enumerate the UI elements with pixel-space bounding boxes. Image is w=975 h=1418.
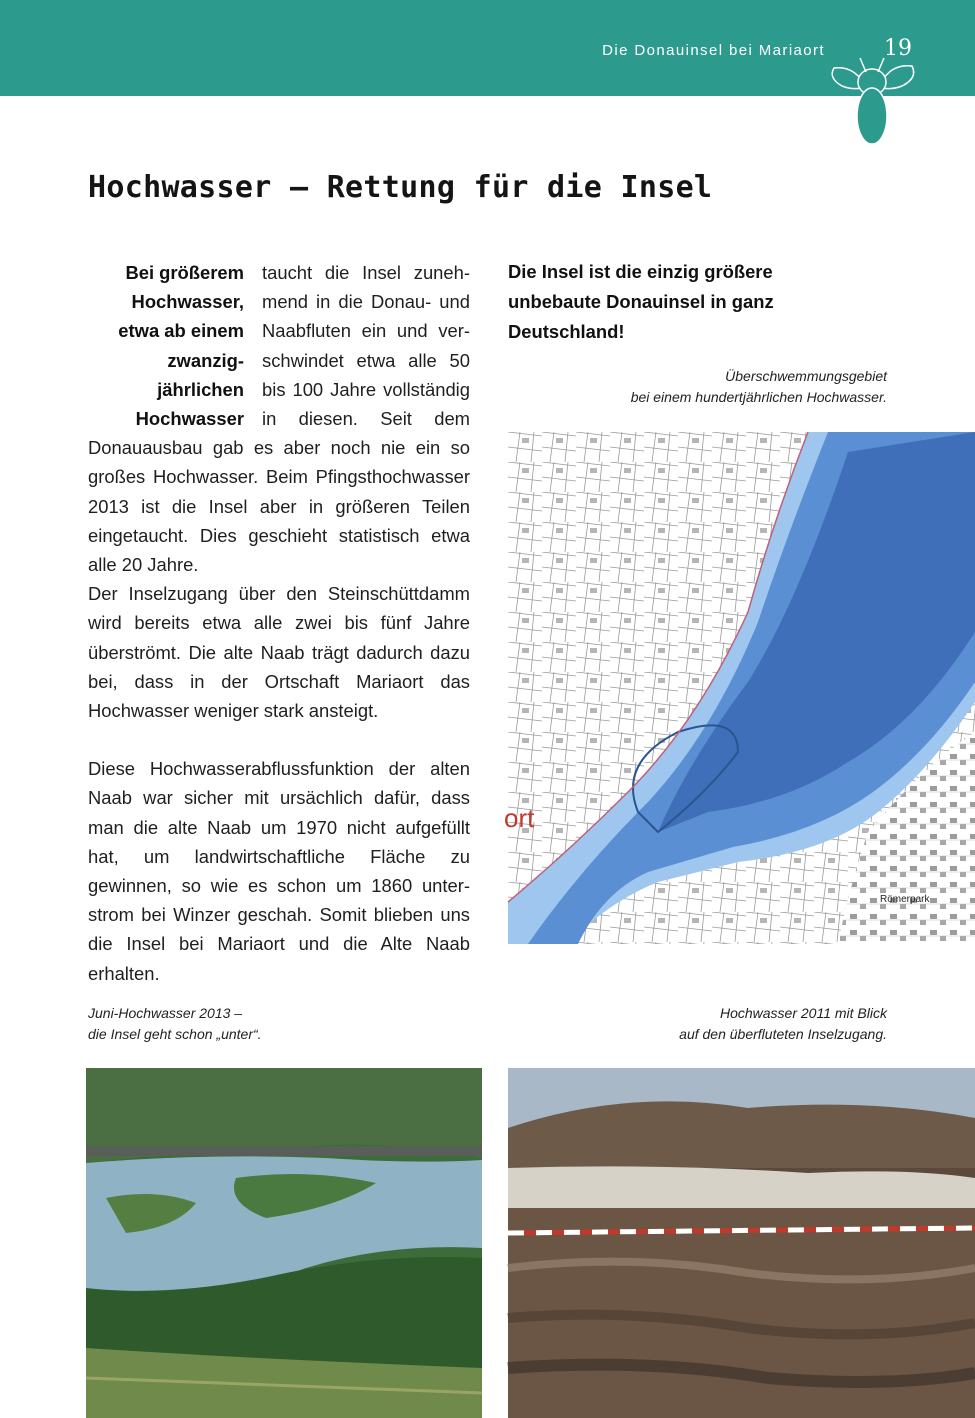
map-place-label: Römerpark xyxy=(880,894,930,905)
photo-left-caption-line2: die Insel geht schon „unter“. xyxy=(88,1026,262,1042)
article-title: Hochwasser – Rettung für die Insel xyxy=(88,170,713,205)
photo-right-caption xyxy=(560,1003,887,1045)
map-caption-line1: Überschwemmungsgebiet xyxy=(725,368,887,384)
photo-left-caption xyxy=(88,1003,388,1045)
flood-map xyxy=(504,432,975,944)
photo-flooded-access xyxy=(508,1068,975,1418)
paragraph-1: taucht die Insel zunehmend in die Donau- und Naabfluten ein und verschwindet etwa alle 50 bis 100 Jahre vollständig in diesen. Seit dem Donauausbau gab es aber noch nie ein so großes Hochwasser. Beim Pfingsthochwasser 2013 ist die Insel aber in größeren Teilen eingetaucht. Dies geschieht statistisch etwa alle 20 Jahre. xyxy=(88,262,470,576)
photo-right-caption-line2: auf den überfluteten Inselzugang. xyxy=(679,1026,887,1042)
highlight-statement: Die Insel ist die einzig größere unbebaute Donauinsel in ganz Deutschland! xyxy=(508,261,774,342)
map-caption-line2: bei einem hundertjährlichen Hochwasser. xyxy=(630,389,887,405)
paragraph-2: Der Inselzugang über den Steinschüttdamm wird bereits etwa alle zwei bis fünf Jahre überströmt. Die alte Naab trägt dadurch dazu bei, dass in der Ortschaft Mariaort das Hochwasser weniger stark ansteigt. xyxy=(88,583,470,722)
photo-right-caption-line1: Hochwasser 2011 mit Blick xyxy=(719,1005,887,1021)
running-header-title: Die Donauinsel bei Mariaort xyxy=(602,42,825,59)
fly-icon xyxy=(822,38,922,154)
article-body xyxy=(88,258,470,988)
map-partial-label: ort xyxy=(504,803,535,833)
paragraph-3: Diese Hochwasserabflussfunktion der alten Naab war sicher mit ursächlich dafür, dass man die alte Naab um 1970 nicht aufgefüllt hat, um landwirtschaftliche Fläche zu gewinnen, so wie es schon um 1860 unterstrom bei Winzer geschah. Somit blieben uns die Insel bei Mariaort und die Alte Naab erhalten. xyxy=(88,758,470,984)
photo-left-caption-line1: Juni-Hochwasser 2013 – xyxy=(88,1005,243,1021)
map-caption xyxy=(560,366,887,408)
page-number: 19 xyxy=(884,36,912,61)
lead-in: Bei größerem Hochwasser, etwa ab einem zwanzigjährlichen Hochwasser xyxy=(118,262,244,430)
photo-flood-landscape xyxy=(86,1068,482,1418)
